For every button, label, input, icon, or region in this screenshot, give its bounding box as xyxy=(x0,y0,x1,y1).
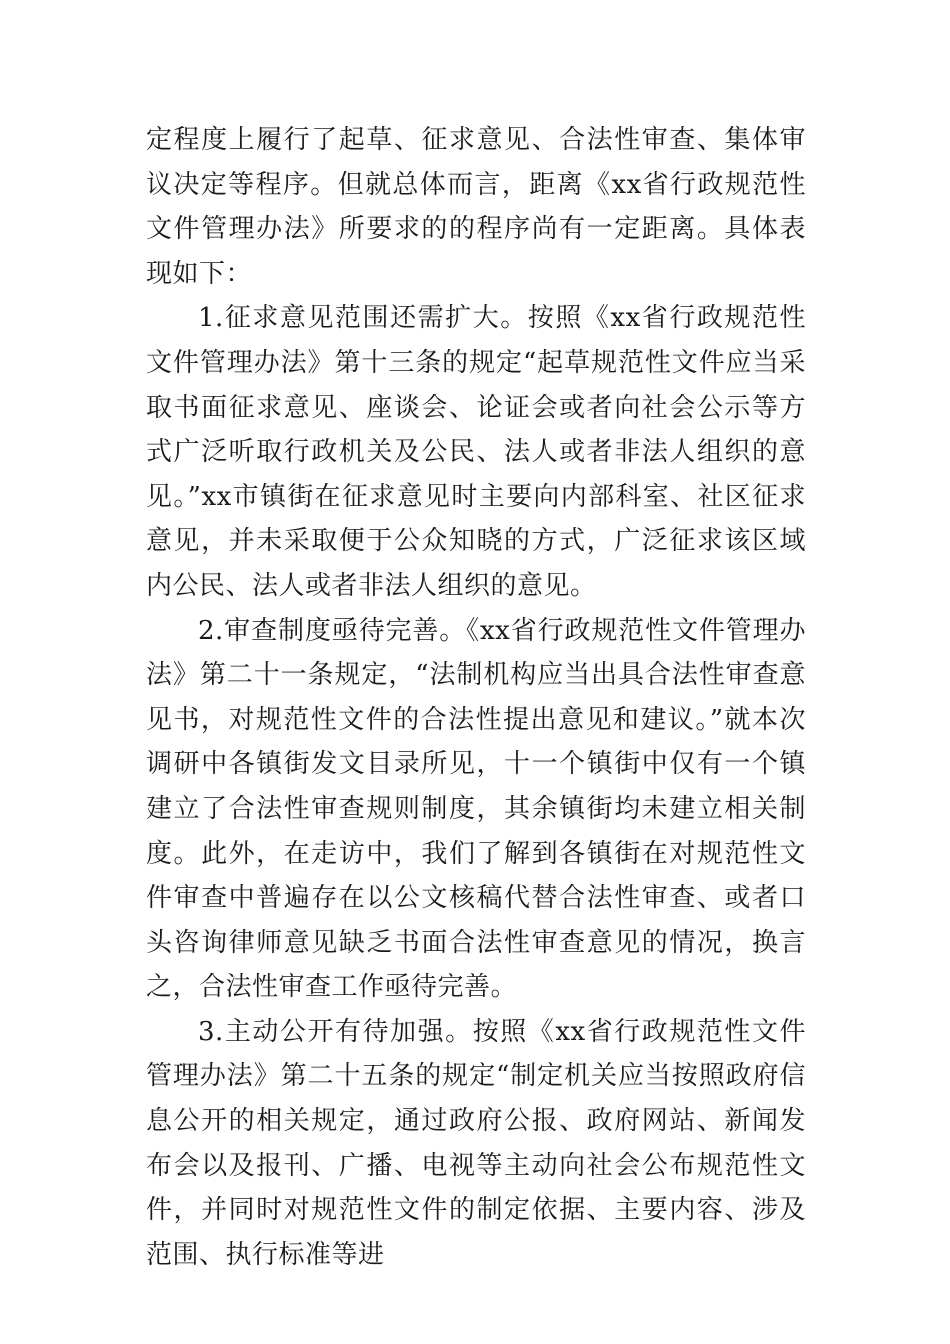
paragraph-item-2: 2.审查制度亟待完善。《xx省行政规范性文件管理办法》第二十一条规定，“法制机构应当出具合法性审查意见书，对规范性文件的合法性提出意见和建议。”就本次调研中各镇街发文目录所见，十一个镇街中仅有一个镇建立了合法性审查规则制度，其余镇街均未建立相关制度。此外，在走访中，我们了解到各镇街在对规范性文件审查中普遍存在以公文核稿代替合法性审查、或者口头咨询律师意见缺乏书面合法性审查意见的情况，换言之，合法性审查工作亟待完善。 xyxy=(146,615,806,1003)
paragraph-item-1: 1.征求意见范围还需扩大。按照《xx省行政规范性文件管理办法》第十三条的规定“起草规范性文件应当采取书面征求意见、座谈会、论证会或者向社会公示等方式广泛听取行政机关及公民、法人或者非法人组织的意见。”xx市镇街在征求意见时主要向内部科室、社区征求意见，并未采取便于公众知晓的方式，广泛征求该区域内公民、法人或者非法人组织的意见。 xyxy=(146,303,806,601)
paragraph-item-3: 3.主动公开有待加强。按照《xx省行政规范性文件管理办法》第二十五条的规定“制定机关应当按照政府信息公开的相关规定，通过政府公报、政府网站、新闻发布会以及报刊、广播、电视等主动向社会公布规范性文件，并同时对规范性文件的制定依据、主要内容、涉及范围、执行标准等进 xyxy=(146,1016,806,1270)
paragraph-continuation: 定程度上履行了起草、征求意见、合法性审查、集体审议决定等程序。但就总体而言，距离《xx省行政规范性文件管理办法》所要求的的程序尚有一定距离。具体表现如下： xyxy=(146,125,806,289)
document-body xyxy=(146,118,806,1277)
